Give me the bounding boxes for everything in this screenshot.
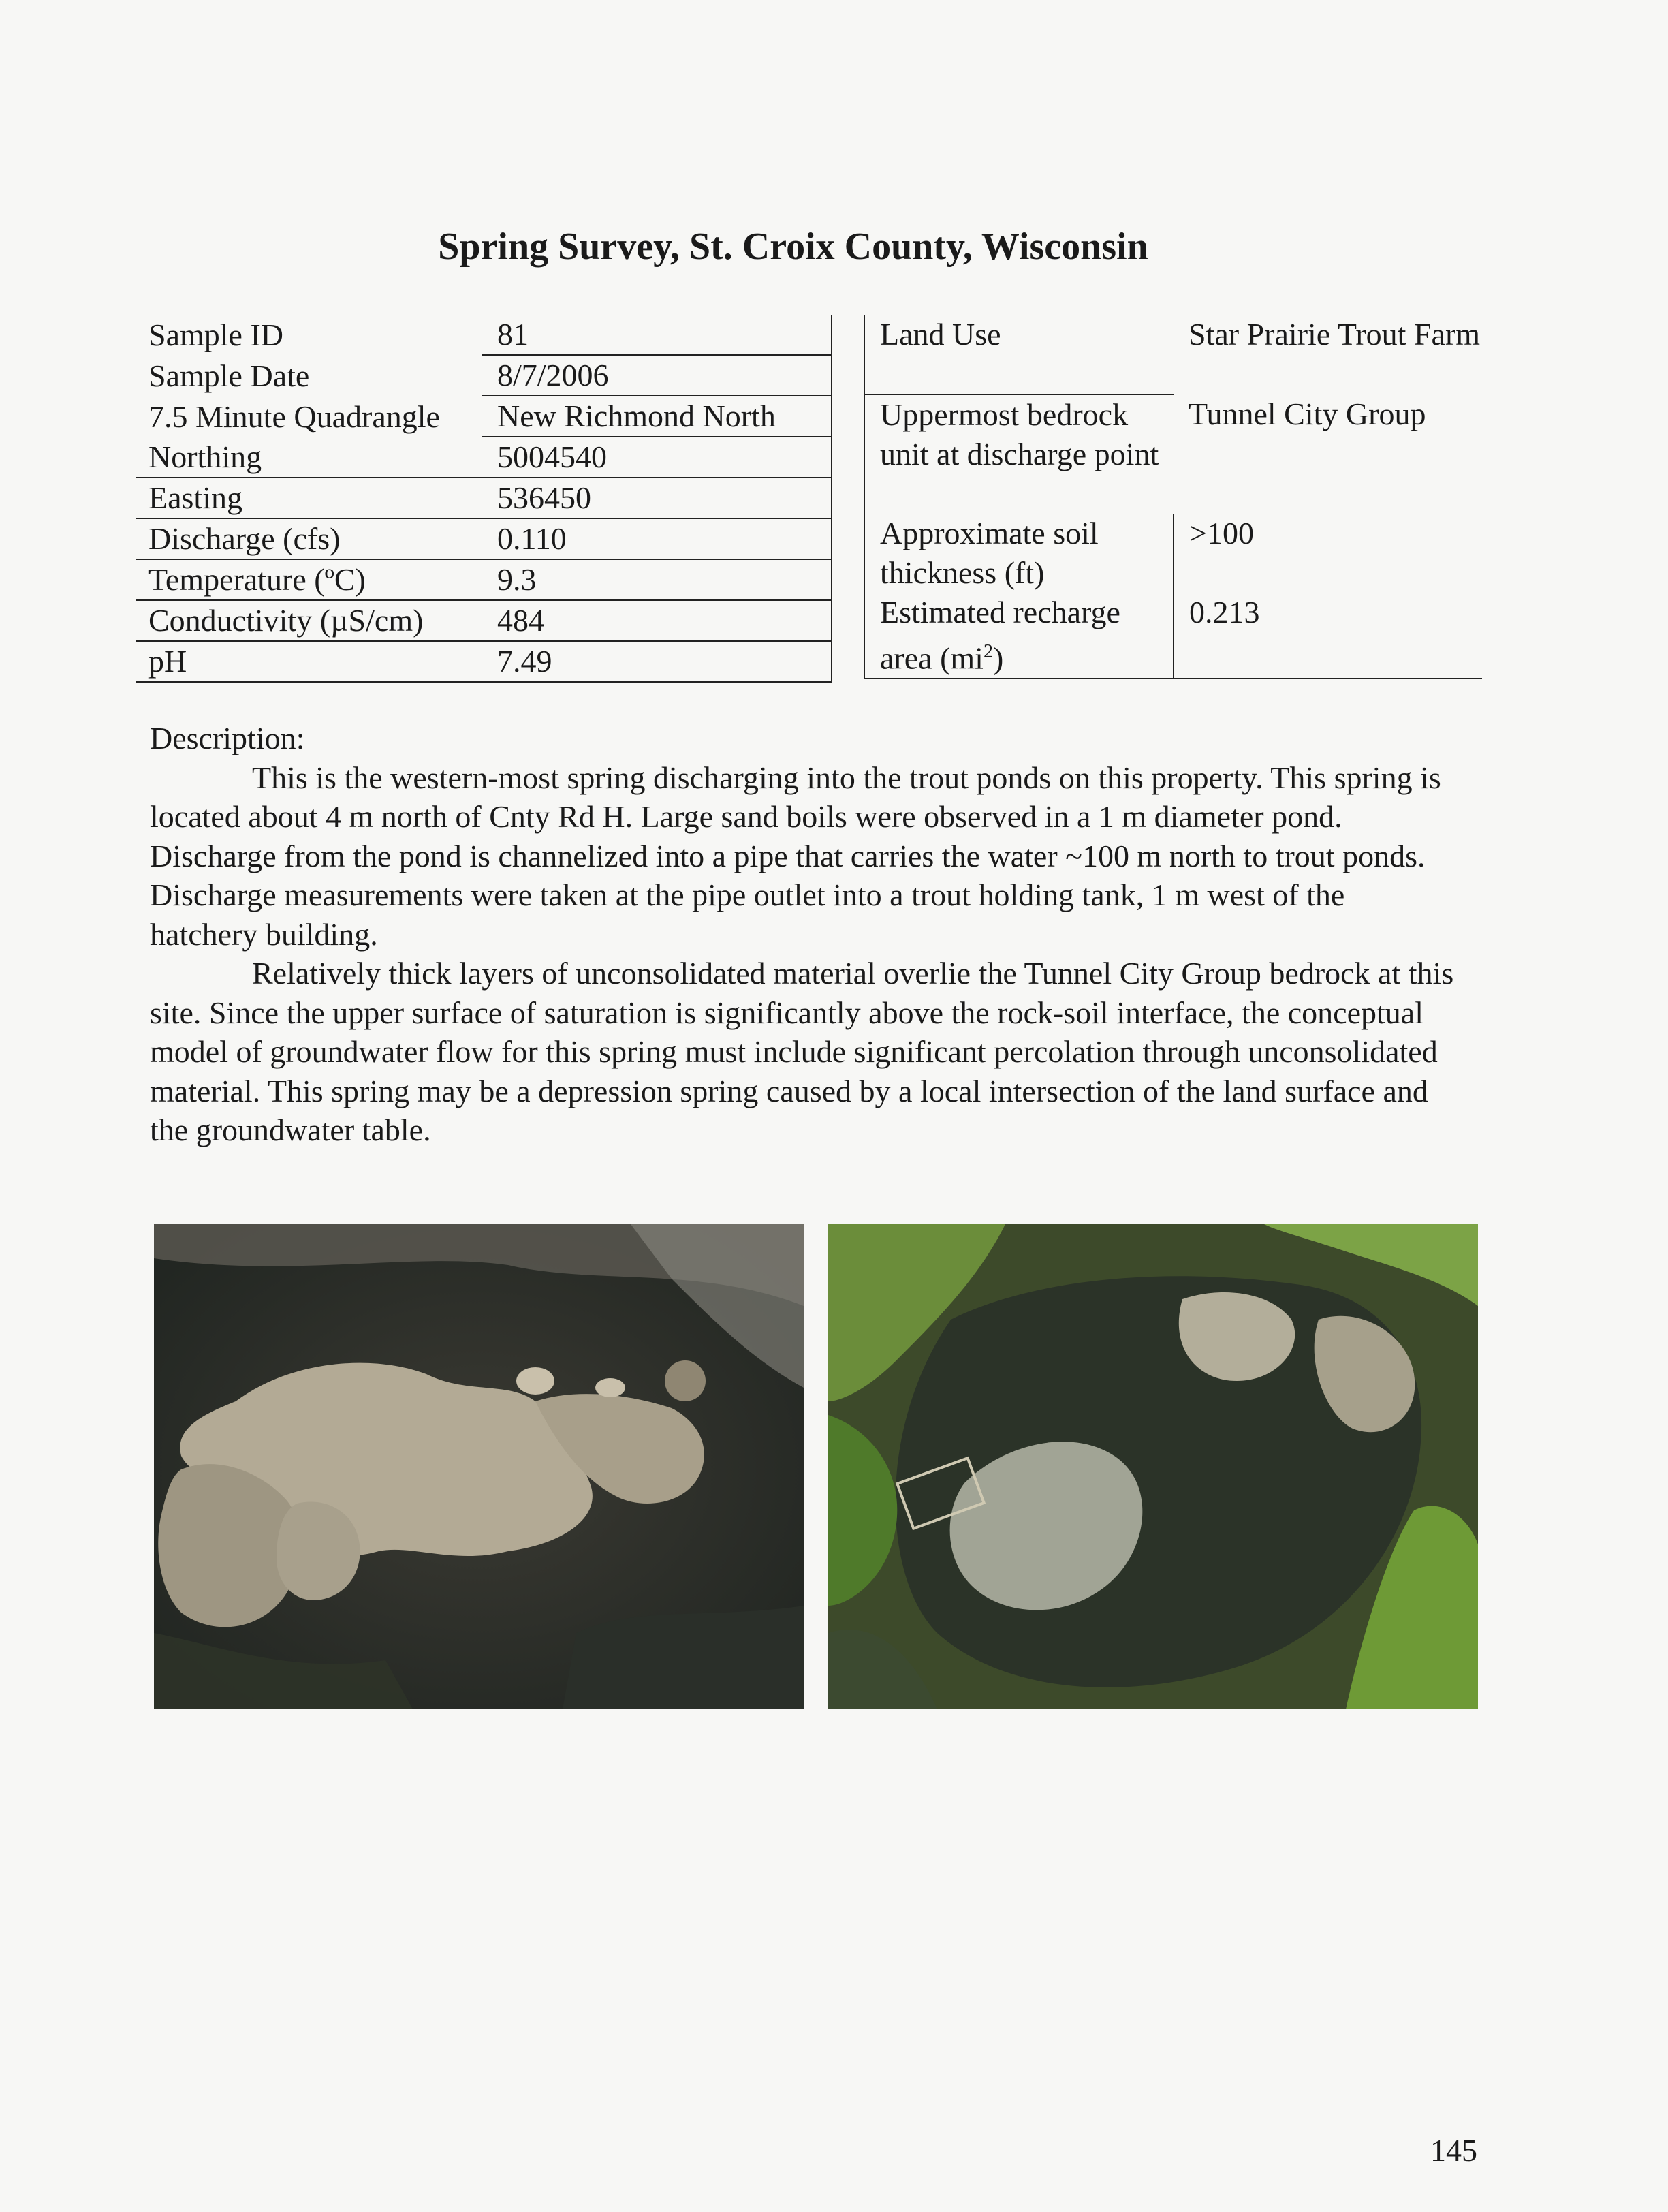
sample-date-value: 8/7/2006	[482, 355, 832, 396]
table-row	[136, 315, 832, 355]
quadrangle-label: 7.5 Minute Quadrangle	[148, 399, 440, 434]
easting-value: 536450	[482, 478, 832, 518]
description-heading: Description:	[150, 721, 305, 755]
ph-value: 7.49	[482, 641, 832, 682]
bedrock-value: Tunnel City Group	[1189, 396, 1426, 431]
table-row	[864, 593, 1482, 679]
sample-id-label: Sample ID	[148, 317, 284, 352]
table-row	[864, 394, 1482, 514]
discharge-label: Discharge (cfs)	[136, 518, 482, 559]
table-row	[864, 514, 1482, 593]
temperature-value: 9.3	[482, 559, 832, 600]
table-row	[864, 315, 1482, 394]
table-row	[136, 396, 832, 437]
table-row	[136, 600, 832, 641]
temperature-label: Temperature (ºC)	[136, 559, 482, 600]
soil-thickness-value: >100	[1174, 514, 1482, 593]
northing-label: Northing	[136, 437, 482, 478]
description-paragraph-1: This is the western-most spring discharging into the trout ponds on this property. This spring is located about 4 m north of Cnty Rd H. Large sand boils were observed in a 1 m diameter pond. Discharge from the pond is channelized into a pipe that carries the water ~100 m north to trout ponds. Discharge measurements were taken at the pipe outlet into a trout holding tank, 1 m west of the hatchery building.	[150, 760, 1441, 952]
sample-id-value: 81	[482, 315, 832, 355]
table-row	[136, 518, 832, 559]
description-section	[150, 719, 1458, 1150]
table-row	[136, 355, 832, 396]
recharge-label-sup: 2	[983, 641, 993, 662]
page-number: 145	[1430, 2133, 1477, 2168]
sand-boil-photo	[154, 1224, 804, 1709]
table-row	[136, 641, 832, 682]
recharge-label-prefix: Estimated recharge area (mi	[880, 595, 1120, 676]
quadrangle-value: New Richmond North	[482, 396, 832, 437]
soil-thickness-label: Approximate soil thickness (ft)	[880, 516, 1099, 590]
site-info-table	[864, 315, 1482, 679]
sample-date-label: Sample Date	[148, 358, 310, 393]
northing-value: 5004540	[482, 437, 832, 478]
bedrock-label: Uppermost bedrock unit at discharge point	[880, 397, 1159, 471]
conductivity-value: 484	[482, 600, 832, 641]
recharge-area-value: 0.213	[1174, 593, 1482, 679]
sample-data-table	[136, 315, 832, 683]
conductivity-label: Conductivity (µS/cm)	[136, 600, 482, 641]
land-use-label: Land Use	[864, 315, 1174, 394]
land-use-value: Star Prairie Trout Farm	[1189, 317, 1481, 352]
discharge-value: 0.110	[482, 518, 832, 559]
spring-pond-photo	[828, 1224, 1478, 1709]
recharge-area-label	[864, 593, 1174, 679]
table-row	[136, 559, 832, 600]
ph-label: pH	[136, 641, 482, 682]
table-row	[136, 437, 832, 478]
page-title: Spring Survey, St. Croix County, Wisconsin	[438, 225, 1148, 268]
table-row	[136, 478, 832, 518]
description-paragraph-2: Relatively thick layers of unconsolidated material overlie the Tunnel City Group bedrock at this site. Since the upper surface of saturation is significantly above the rock-soil interface, the conceptual model of groundwater flow for this spring must include significant percolation through unconsolidated material. This spring may be a depression spring caused by a local intersection of the land surface and the groundwater table.	[150, 956, 1454, 1147]
recharge-label-suffix: )	[992, 640, 1004, 676]
easting-label: Easting	[136, 478, 482, 518]
